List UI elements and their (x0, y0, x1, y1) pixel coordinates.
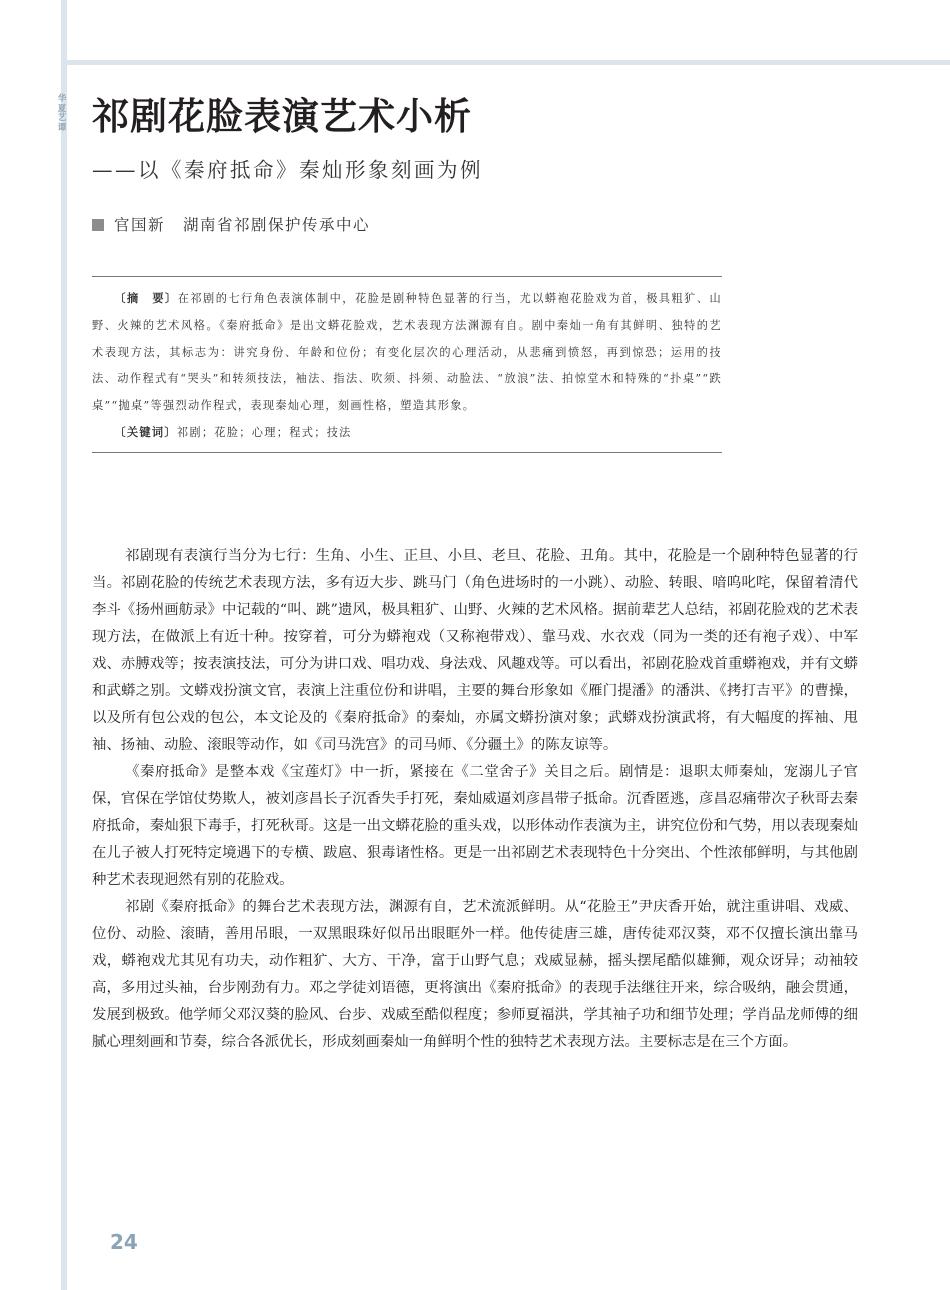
article-title: 祁剧花脸表演艺术小析 (92, 94, 472, 138)
square-bullet-icon (92, 219, 104, 231)
top-margin-bar (61, 60, 950, 65)
abstract-label: 〔摘 要〕 (114, 292, 178, 305)
body-paragraph: 祁剧《秦府抵命》的舞台艺术表现方法，渊源有自，艺术流派鲜明。从“花脸王”尹庆香开始，就注重讲唱、戏威、位份、动脸、滚睛，善用吊眼，一双黑眼珠好似吊出眼眶外一样。他传徒唐三雄，唐传徒邓汉葵，邓不仅擅长演出靠马戏，蟒袍戏尤其见有功夫，动作粗犷、大方、干净，富于山野气息；戏威显赫，摇头摆尾酷似雄狮，观众讶异；动袖较高，多用过头袖，台步刚劲有力。邓之学徒刘语德，更将演出《秦府抵命》的表现手法继往开来，综合吸纳，融会贯通，发展到极致。他学师父邓汉葵的脸风、台步、戏威至酷似程度；参师夏福洪，学其袖子功和细节处理；学肖品龙师傅的细腻心理刻画和节奏，综合各派优长，形成刻画秦灿一角鲜明个性的独特艺术表现方法。主要标志是在三个方面。 (92, 899, 858, 1050)
article-body (92, 543, 858, 1056)
article-subtitle: ——以《秦府抵命》秦灿形象刻画为例 (92, 158, 483, 182)
abstract-text: 在祁剧的七行角色表演体制中，花脸是剧种特色显著的行当，尤以蟒袍花脸戏为首，极具粗犷、山野、火辣的艺术风格。《秦府抵命》是出文蟒花脸戏，艺术表现方法渊源有自。剧中秦灿一角有其鲜明、独特的艺术表现方法，其标志为：讲究身份、年龄和位份；有变化层次的心理活动，从悲痛到愤怒，再到惊恐；运用的技法、动作程式有“哭头”和转须技法，袖法、指法、吹须、抖须、动脸法、“放浪”法、拍惊堂木和特殊的“扑桌”“跌桌”“抛桌”等强烈动作程式，表现秦灿心理，刻画性格，塑造其形象。 (92, 292, 722, 413)
body-paragraph: 祁剧现有表演行当分为七行：生角、小生、正旦、小旦、老旦、花脸、丑角。其中，花脸是一个剧种特色显著的行当。祁剧花脸的传统艺术表现方法，多有迈大步、跳马门（角色进场时的一小跳）、动脸、转眼、喑呜叱咤，保留着清代李斗《扬州画舫录》中记载的“叫、跳”遗风，极具粗犷、山野、火辣的艺术风格。据前辈艺人总结，祁剧花脸戏的艺术表现方法，在做派上有近十种。按穿着，可分为蟒袍戏（又称袍带戏）、靠马戏、水衣戏（同为一类的还有袍子戏）、中军戏、赤膊戏等；按表演技法，可分为讲口戏、唱功戏、身法戏、风趣戏等。可以看出，祁剧花脸戏首重蟒袍戏，并有文蟒和武蟒之别。文蟒戏扮演文官，表演上注重位份和讲唱，主要的舞台形象如《雁门提潘》的潘洪、《拷打吉平》的曹操，以及所有包公戏的包公，本文论及的《秦府抵命》的秦灿，亦属文蟒扮演对象；武蟒戏扮演武将，有大幅度的挥袖、甩袖、扬袖、动脸、滚眼等动作，如《司马洗宫》的司马师、《分疆土》的陈友谅等。 (92, 548, 858, 753)
page-number: 24 (110, 1230, 138, 1254)
body-paragraph: 《秦府抵命》是整本戏《宝莲灯》中一折，紧接在《二堂舍子》关目之后。剧情是：退职太师秦灿，宠溺儿子官保，官保在学馆仗势欺人，被刘彦昌长子沉香失手打死，秦灿威逼刘彦昌带子抵命。沉香匿逃，彦昌忍痛带次子秋哥去秦府抵命，秦灿狠下毒手，打死秋哥。这是一出文蟒花脸的重头戏，以形体动作表演为主，讲究位份和气势，用以表现秦灿在儿子被人打死特定境遇下的专横、跋扈、狠毒诸性格。更是一出祁剧艺术表现特色十分突出、个性浓郁鲜明，与其他剧种艺术表现迥然有别的花脸戏。 (92, 764, 858, 888)
keywords-text: 祁剧；花脸；心理；程式；技法 (176, 425, 352, 439)
author-line (92, 213, 370, 235)
keywords-label: 〔关键词〕 (114, 425, 177, 439)
keywords-paragraph (92, 420, 722, 447)
abstract-box (92, 276, 722, 453)
left-margin-bar (61, 0, 67, 1290)
journal-tag: 华夏艺谭 (57, 94, 67, 133)
abstract-paragraph (92, 286, 722, 420)
author-name: 官国新 (114, 216, 166, 234)
author-affiliation: 湖南省祁剧保护传承中心 (183, 216, 371, 234)
